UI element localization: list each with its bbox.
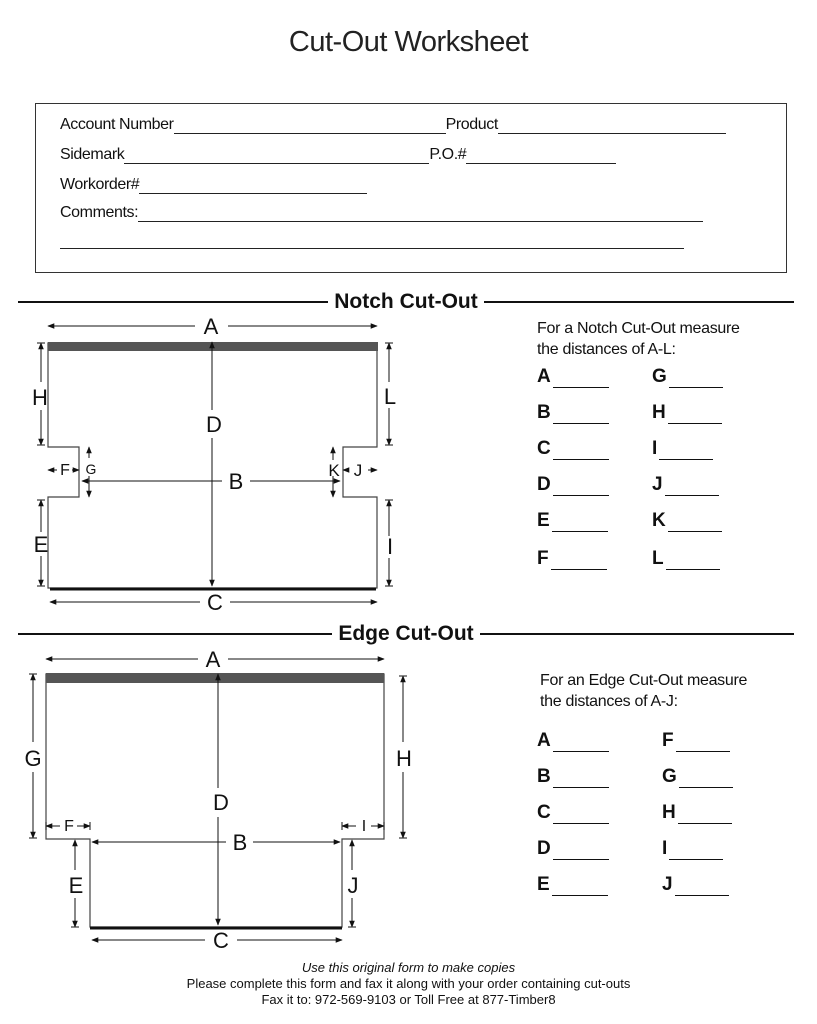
notch-answer-b[interactable]: B — [537, 402, 609, 424]
footer-copy-note: Use this original form to make copies — [301, 960, 516, 975]
notch-instructions — [537, 318, 740, 360]
edge-label-h: H — [396, 746, 412, 771]
notch-answer-h[interactable]: H — [652, 402, 722, 424]
edge-answer-i[interactable]: I — [662, 838, 723, 860]
edge-answer-e[interactable]: E — [537, 874, 608, 896]
notch-label-k: K — [328, 461, 340, 480]
product-field[interactable] — [498, 119, 726, 134]
edge-answer-h[interactable]: H — [662, 802, 732, 824]
edge-answer-j[interactable]: J — [662, 874, 729, 896]
notch-answer-k[interactable]: K — [652, 510, 722, 532]
order-info-box — [35, 103, 787, 273]
notch-label-c: C — [207, 590, 223, 615]
notch-label-l: L — [383, 384, 397, 409]
edge-label-c: C — [213, 928, 229, 953]
comments-field[interactable] — [138, 207, 703, 222]
edge-label-g: G — [24, 746, 42, 771]
notch-diagram — [0, 310, 520, 620]
po-label: P.O.# — [429, 146, 467, 163]
sidemark-po-row — [60, 146, 616, 164]
notch-label-b: B — [228, 469, 244, 494]
workorder-field[interactable] — [139, 179, 367, 194]
comments-row — [60, 204, 703, 222]
notch-label-j: J — [353, 461, 363, 480]
account-number-field[interactable] — [174, 119, 446, 134]
notch-answer-l[interactable]: L — [652, 548, 720, 570]
product-label: Product — [445, 116, 498, 133]
footer-fax-info: Fax it to: 972-569-9103 or Toll Free at 877-Timber8 — [261, 992, 556, 1007]
edge-instruction-line1: For an Edge Cut-Out measure — [540, 672, 748, 689]
notch-label-h: H — [32, 385, 48, 410]
notch-label-a: A — [203, 314, 219, 339]
header-rule-right — [480, 633, 794, 635]
edge-answer-d[interactable]: D — [537, 838, 609, 860]
comments-label: Comments: — [60, 204, 139, 221]
edge-label-j: J — [347, 873, 359, 898]
footer — [0, 960, 817, 1008]
edge-label-f: F — [64, 818, 74, 835]
notch-instruction-line1: For a Notch Cut-Out measure — [537, 320, 740, 337]
workorder-row — [60, 176, 367, 194]
edge-label-i: I — [361, 818, 367, 835]
comments-field-line2[interactable] — [60, 234, 684, 249]
edge-label-d: D — [213, 790, 229, 815]
notch-answer-d[interactable]: D — [537, 474, 609, 496]
notch-label-d: D — [206, 412, 222, 437]
edge-instructions — [540, 670, 747, 712]
edge-diagram — [0, 642, 520, 957]
header-rule-right — [484, 301, 794, 303]
notch-answer-c[interactable]: C — [537, 438, 609, 460]
notch-label-f: F — [60, 462, 70, 479]
notch-answer-g[interactable]: G — [652, 366, 723, 388]
workorder-label: Workorder# — [60, 176, 140, 193]
edge-answer-g[interactable]: G — [662, 766, 733, 788]
edge-top-bar — [46, 673, 384, 683]
notch-top-bar — [48, 342, 378, 351]
account-product-row — [60, 116, 726, 134]
notch-answer-j[interactable]: J — [652, 474, 719, 496]
edge-answer-c[interactable]: C — [537, 802, 609, 824]
edge-label-a: A — [205, 647, 221, 672]
notch-answer-a[interactable]: A — [537, 366, 609, 388]
edge-answer-f[interactable]: F — [662, 730, 730, 752]
edge-label-b: B — [232, 830, 248, 855]
po-field[interactable] — [466, 149, 616, 164]
notch-header-label: Notch Cut-Out — [334, 290, 478, 313]
edge-instruction-line2: the distances of A-J: — [540, 693, 678, 710]
page-title: Cut-Out Worksheet — [288, 26, 529, 58]
sidemark-label: Sidemark — [60, 146, 125, 163]
edge-label-e: E — [68, 873, 84, 898]
notch-label-e: E — [33, 532, 49, 557]
account-number-label: Account Number — [60, 116, 174, 133]
edge-answer-a[interactable]: A — [537, 730, 609, 752]
notch-answer-i[interactable]: I — [652, 438, 713, 460]
footer-instructions: Please complete this form and fax it along with your order containing cut-outs — [186, 976, 631, 991]
notch-label-i: I — [386, 534, 394, 559]
edge-answer-b[interactable]: B — [537, 766, 609, 788]
header-rule-left — [18, 301, 328, 303]
notch-answer-f[interactable]: F — [537, 548, 607, 570]
notch-label-g: G — [85, 461, 97, 477]
notch-instruction-line2: the distances of A-L: — [537, 341, 676, 358]
header-rule-left — [18, 633, 332, 635]
edge-header-label: Edge Cut-Out — [338, 622, 474, 645]
notch-answer-e[interactable]: E — [537, 510, 608, 532]
sidemark-field[interactable] — [124, 149, 429, 164]
